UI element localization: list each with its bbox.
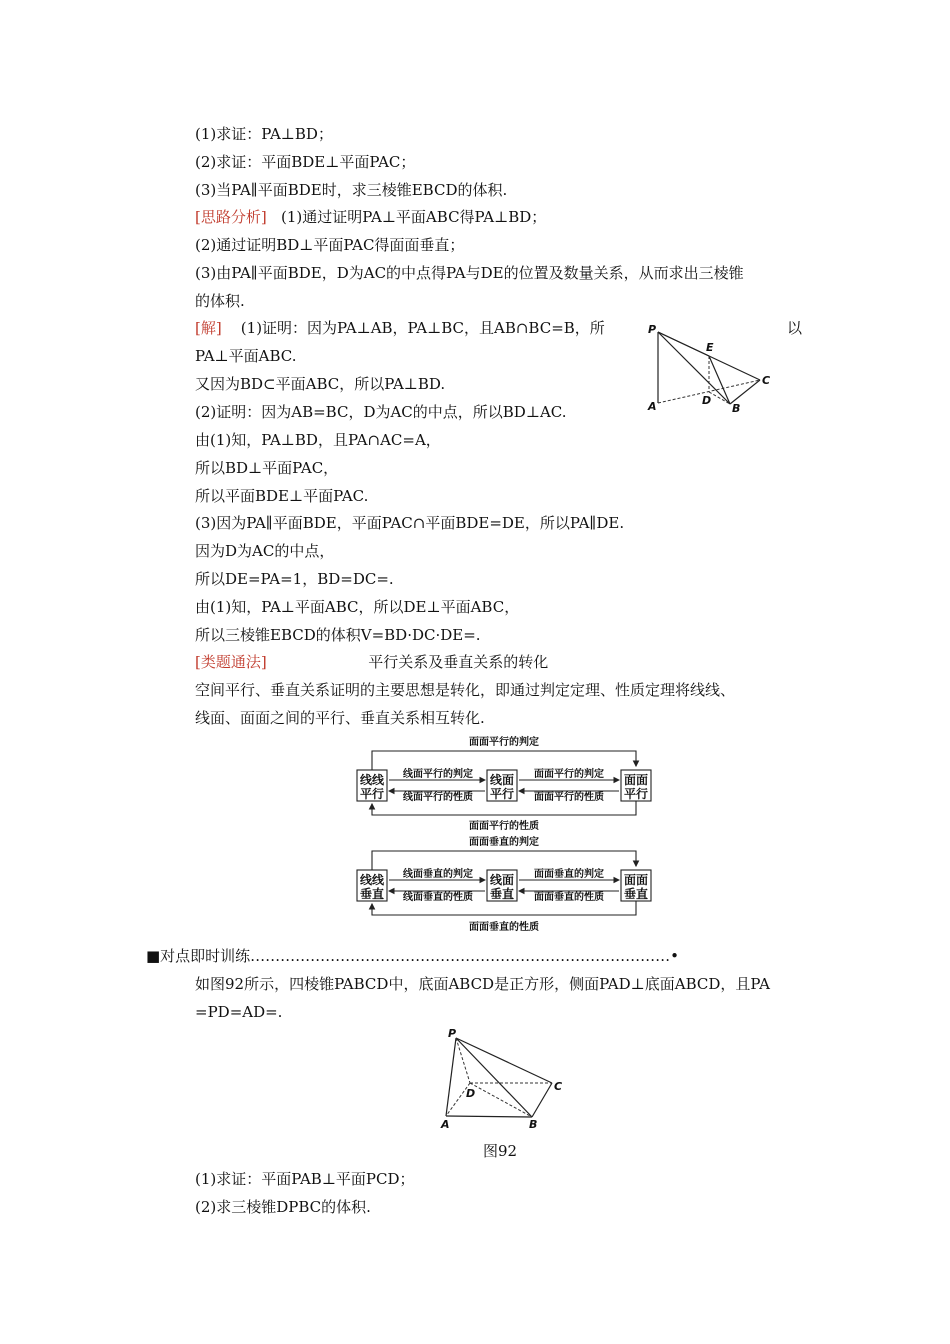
par-box-mid-1: 线面 [489, 773, 515, 787]
solution-text-1: (1)证明：因为PA⊥AB，PA⊥BC，且AB∩BC=B，所 [240, 319, 605, 337]
perp-box-right-1: 面面 [623, 873, 649, 887]
fig2-label-P: P [448, 1027, 457, 1040]
section-header: ■对点即时训练…………………………………………………………………………• [146, 947, 680, 965]
perp-box-left-2: 垂直 [359, 887, 385, 901]
solution-tag: [解] [195, 319, 222, 337]
solution-line-1-end: 以 [787, 319, 803, 337]
fig2-label-A: A [441, 1118, 450, 1131]
method-text-1: 空间平行、垂直关系证明的主要思想是转化，即通过判定定理、性质定理将线线、 [195, 681, 736, 699]
fig1-label-B: B [732, 402, 741, 415]
perp-l-lower: 线面垂直的性质 [403, 892, 473, 903]
perp-r-upper: 面面垂直的判定 [534, 869, 604, 880]
solution-line-6: 所以BD⊥平面PAC， [195, 459, 339, 477]
solution-line-3: 又因为BD⊂平面ABC，所以PA⊥BD. [195, 375, 446, 393]
exercise-question-2: (2)求三棱锥DPBC的体积. [195, 1198, 371, 1216]
fig2-label-B: B [529, 1118, 538, 1131]
figure-caption: 图92 [483, 1142, 518, 1160]
solution-line-11: 由(1)知，PA⊥平面ABC，所以DE⊥平面ABC， [195, 598, 520, 616]
perp-l-upper: 线面垂直的判定 [403, 869, 473, 880]
solution-line-1 [195, 318, 605, 338]
fig1-label-A: A [648, 400, 657, 413]
fig1-label-E: E [706, 341, 714, 354]
par-box-right-1: 面面 [623, 773, 649, 787]
solution-line-4: (2)证明：因为AB=BC，D为AC的中点，所以BD⊥AC. [195, 403, 567, 421]
fig1-label-C: C [762, 374, 771, 387]
analysis-line-4: 的体积. [195, 292, 245, 310]
fig2-label-D: D [466, 1087, 476, 1100]
fig2-label-C: C [554, 1080, 563, 1093]
solution-line-8: (3)因为PA∥平面BDE，平面PAC∩平面BDE=DE，所以PA∥DE. [195, 514, 625, 532]
method-title: 平行关系及垂直关系的转化 [368, 653, 549, 671]
analysis-line-1 [195, 207, 546, 227]
par-l-lower: 线面平行的性质 [403, 792, 473, 803]
solution-line-9: 因为D为AC的中点， [195, 542, 335, 560]
par-l-upper: 线面平行的判定 [403, 769, 473, 780]
method-line [195, 652, 548, 672]
method-tag: [类题通法] [195, 653, 267, 671]
tetrahedron-figure [640, 318, 780, 418]
par-box-right-2: 平行 [623, 787, 649, 801]
solution-line-10: 所以DE=PA=1，BD=DC=. [195, 570, 394, 588]
solution-line-2: PA⊥平面ABC. [195, 347, 297, 365]
question-1: (1)求证：PA⊥BD； [195, 125, 333, 143]
par-top-label: 面面平行的判定 [469, 737, 539, 748]
perp-r-lower: 面面垂直的性质 [534, 892, 604, 903]
perp-box-left-1: 线线 [359, 873, 385, 887]
par-bottom-label: 面面平行的性质 [469, 821, 539, 832]
par-r-lower: 面面平行的性质 [534, 792, 604, 803]
parallel-relation-diagram [352, 733, 654, 833]
perpendicular-relation-diagram [352, 833, 654, 935]
question-2: (2)求证：平面BDE⊥平面PAC； [195, 153, 416, 171]
par-box-left-1: 线线 [359, 773, 385, 787]
perp-box-right-2: 垂直 [623, 887, 649, 901]
par-r-upper: 面面平行的判定 [534, 769, 604, 780]
par-box-left-2: 平行 [359, 787, 385, 801]
perp-top-label: 面面垂直的判定 [469, 837, 539, 848]
par-box-mid-2: 平行 [489, 787, 515, 801]
solution-line-5: 由(1)知，PA⊥BD，且PA∩AC=A， [195, 431, 441, 449]
solution-line-12: 所以三棱锥EBCD的体积V=BD·DC·DE=. [195, 626, 481, 644]
analysis-tag: [思路分析] [195, 208, 267, 226]
exercise-question-1: (1)求证：平面PAB⊥平面PCD； [195, 1170, 415, 1188]
exercise-line-2: =PD=AD=. [195, 1003, 283, 1021]
method-text-2: 线面、面面之间的平行、垂直关系相互转化. [195, 709, 485, 727]
analysis-text-1: (1)通过证明PA⊥平面ABC得PA⊥BD； [281, 208, 547, 226]
solution-line-7: 所以平面BDE⊥平面PAC. [195, 487, 369, 505]
perp-box-mid-2: 垂直 [489, 887, 515, 901]
pyramid-figure [436, 1024, 568, 1132]
analysis-line-3: (3)由PA∥平面BDE，D为AC的中点得PA与DE的位置及数量关系，从而求出三棱锥 [195, 264, 744, 282]
analysis-line-2: (2)通过证明BD⊥平面PAC得面面垂直； [195, 236, 465, 254]
perp-bottom-label: 面面垂直的性质 [469, 922, 539, 933]
fig1-label-P: P [648, 323, 657, 336]
exercise-line-1: 如图92所示，四棱锥PABCD中，底面ABCD是正方形，侧面PAD⊥底面ABCD，且PA [195, 975, 770, 993]
question-3: (3)当PA∥平面BDE时，求三棱锥EBCD的体积. [195, 181, 508, 199]
fig1-label-D: D [702, 394, 712, 407]
perp-box-mid-1: 线面 [489, 873, 515, 887]
